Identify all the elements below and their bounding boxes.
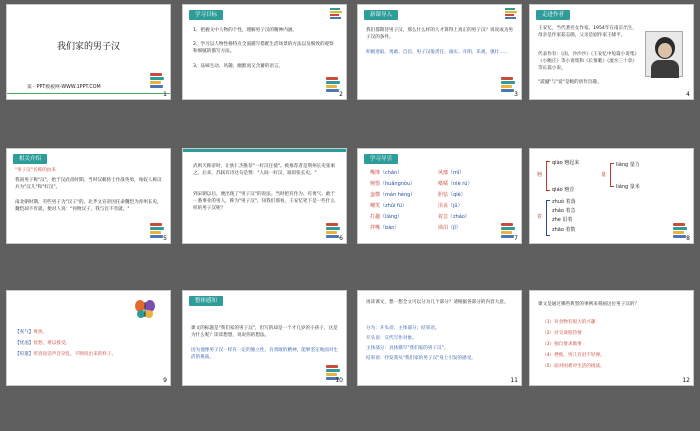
- part-3: 主体部分：具体描写"我们家的男子汉"。: [366, 346, 449, 351]
- slide-number: 7: [514, 235, 518, 242]
- vocab-pinyin: （liàng）: [380, 214, 403, 220]
- vocab-word: 惋惜: [370, 181, 381, 187]
- polyphone-reading: qiáo 翘首: [552, 187, 575, 193]
- slide-footer-text: 第一PPT模板网-WWW.1PPT.COM: [27, 85, 101, 90]
- slide-tag: 整体感知: [189, 296, 223, 306]
- vocab-pinyin: （huǎngnòu）: [380, 181, 416, 187]
- slide-thumbnail-5[interactable]: [6, 148, 171, 244]
- vocab-pair: [370, 180, 415, 187]
- part-2: 开头语：交代写作对象。: [366, 336, 417, 341]
- example-4: （4）挫败，男儿有泪不轻弹。: [542, 353, 605, 358]
- books-icon: [330, 8, 342, 22]
- vocab-pinyin: （jǔ）: [448, 203, 463, 209]
- vocab-word: 拌嘴: [370, 225, 381, 231]
- books-icon: [150, 73, 164, 91]
- slide-number: 2: [339, 91, 343, 98]
- vocab-word: 胆怯: [438, 192, 449, 198]
- slide-tag: 新课导入: [364, 10, 398, 20]
- slide-number: 4: [686, 91, 690, 98]
- books-icon: [150, 223, 164, 241]
- slide-number: 8: [686, 235, 690, 242]
- vocab-pinyin: （mǐ）: [448, 170, 465, 176]
- polyphone-reading: liàng 量力: [616, 162, 640, 168]
- vocab-word: 沮丧: [438, 203, 449, 209]
- vocab-pinyin: （jǐ）: [448, 225, 461, 231]
- definition-1: 【爽气】爽快。: [15, 330, 48, 335]
- polyphone-char: 着: [537, 214, 543, 220]
- polyphone-reading: zhe 沿着: [552, 217, 573, 223]
- vocab-pinyin: （mán hèng）: [380, 192, 416, 198]
- slide-number: 1: [163, 91, 167, 98]
- example-2: （2）对交谈很热情: [542, 331, 582, 336]
- intro-answer: 积极进取、勇敢、自信、男子汉般责任、诚实、开朗、乐观、强壮……: [366, 50, 509, 55]
- slide-title: 我们家的男子汉: [56, 42, 120, 52]
- slide-number: 3: [514, 91, 518, 98]
- question: 课文是通过哪些典型的事例来刻画这位男子汉的？: [538, 302, 640, 307]
- slide-footer-line: [7, 93, 170, 99]
- polyphone-reading: qiào 翘起来: [552, 160, 580, 166]
- vocab-pair: [370, 202, 407, 209]
- definition-3: 【喧嚣】形容说话声音杂乱，不断说出来的样子。: [15, 352, 117, 357]
- vocab-pinyin: （zhǔi fù）: [380, 203, 407, 209]
- slide-thumbnail-3[interactable]: [357, 4, 522, 100]
- vocab-pair: [438, 224, 461, 231]
- example-1: （1）对食物有很大的兴趣: [542, 320, 596, 325]
- vocab-pair: [438, 180, 472, 187]
- polyphone-reading: liáng 量米: [616, 184, 640, 190]
- example-5: （5）面对困难对生活的挑战。: [542, 364, 605, 369]
- vocab-pinyin: （qiè）: [448, 192, 466, 198]
- slide-thumbnail-6[interactable]: [182, 148, 347, 244]
- slide-number: 9: [163, 377, 167, 384]
- vocab-pinyin: （bàn）: [380, 225, 400, 231]
- vocab-pair: [370, 169, 402, 176]
- vocab-word: 打趣: [370, 214, 381, 220]
- books-icon: [505, 8, 517, 22]
- vocab-word: 嘴馋: [370, 170, 381, 176]
- vocab-word: 涕泪: [438, 225, 449, 231]
- part-1: 分为：开头语；主体部分；结束语。: [366, 326, 440, 331]
- vocab-pair: [370, 213, 402, 220]
- slide-thumbnail-7[interactable]: [357, 148, 522, 244]
- slide-number: 10: [335, 377, 343, 384]
- slide-tag: 相关介绍: [13, 154, 47, 164]
- slide-thumbnail-8[interactable]: [529, 148, 694, 244]
- vocab-word: 嗫嚅: [438, 181, 449, 187]
- slide-thumbnail-9[interactable]: [6, 290, 171, 386]
- polyphone-reading: zháo 着急: [552, 208, 576, 214]
- books-icon: [501, 77, 515, 95]
- vocab-pair: [370, 191, 415, 198]
- slide-tag: 学习目标: [189, 10, 223, 20]
- slide-tag: 学习导引: [364, 154, 398, 164]
- paragraph-1: 课文的标题是"我们家的男子汉"，但写的却是一个才几岁的小孩子，这是为什么呢？读读想想，说说你的想法。: [191, 326, 338, 338]
- books-icon: [326, 223, 340, 241]
- slide-thumbnail-12[interactable]: [529, 290, 694, 386]
- bracket: [546, 161, 550, 191]
- books-icon: [673, 223, 687, 241]
- slide-number: 5: [163, 235, 167, 242]
- slide-thumbnail-4[interactable]: [529, 4, 694, 100]
- vocab-pinyin: （niè rú）: [448, 181, 473, 187]
- vocab-pair: [438, 191, 466, 198]
- author-theme: "震撼"与"爱"是她的创作旨趣。: [538, 80, 602, 85]
- author-photo: [645, 31, 683, 77]
- bracket: [546, 200, 550, 236]
- question: 再读课文，想一想全文可以分为几个部分？请根据各部分的内容大意。: [366, 300, 509, 305]
- slide-tag: 走进作者: [536, 10, 570, 20]
- slide-number: 12: [682, 377, 690, 384]
- butterfly-icon: [134, 299, 156, 319]
- example-3: （3）独自要求做事: [542, 342, 582, 347]
- slide-thumbnail-2[interactable]: [182, 4, 347, 100]
- vocab-pair: [438, 213, 470, 220]
- polyphone-char: 量: [601, 172, 607, 178]
- section-heading: "男子汉"名称的由来: [15, 168, 56, 173]
- slide-thumbnail-10[interactable]: [182, 290, 347, 386]
- part-4: 结束语：抒发我从"我们家的男子汉"身上引发的感受。: [366, 356, 476, 361]
- author-works: 代表作有：《雨，沙沙沙》《王安忆中短篇小说集》《小鲍庄》等小说集和《长恨歌》《流水三十章》等长篇小说。: [538, 52, 640, 71]
- vocab-pair: [438, 202, 463, 209]
- definition-2: 【忧虑】忧愁，难以接受。: [15, 341, 71, 346]
- polyphone-reading: zhuó 着落: [552, 199, 576, 205]
- vocab-word: 蛮横: [370, 192, 381, 198]
- books-icon: [326, 77, 340, 95]
- intro-question: 我们都期待男子汉，那么什么样的人才算得上真正的男子汉？说说成为男子汉的条件。: [366, 28, 514, 40]
- author-bio: 王安忆，当代著名女作家。1954年在南京出生，母亲是作家茹志鹃，父亲是剧作家王啸平。: [538, 26, 637, 38]
- vocab-word: 嘲笑: [370, 203, 381, 209]
- polyphone-reading: zhāo 着数: [552, 227, 576, 233]
- vocab-pair: [370, 224, 399, 231]
- paragraph-2: 南北朝时期，有些男子为"汉子"的。北齐文宣帝因任命魏恺为青州长史，魏恺却不肯就，便对人说："何物汉子，我与官不肯就。": [15, 200, 162, 212]
- slide-number: 6: [339, 235, 343, 242]
- slide-number: 11: [510, 377, 518, 384]
- vocab-pair: [438, 169, 464, 176]
- books-icon: [501, 223, 515, 241]
- slide-thumbnail-11[interactable]: [357, 290, 522, 386]
- vocab-pinyin: （chán）: [380, 170, 403, 176]
- objective-2: 2、学习以人物性格特点全面描写搭配生活场景的方法以及细致的观察和细腻的描写方法。: [193, 42, 334, 54]
- vocab-word: 着急: [438, 214, 449, 220]
- paragraph-1: 武则天称帝时，让狄仁杰推荐"一好汉任使"。被推荐者是荆州长史张柬之。后来，苏轼有诗这句是赞："人间一好汉，谁似张长史。": [193, 164, 336, 176]
- paragraph-1: 我国男子称"汉"，始于汉武帝时期。当时汉朝将士作战英勇，匈奴人称汉兵为"汉儿"和"好汉"。: [15, 178, 162, 190]
- objective-3: 3、品味生动、风趣、幽默而又含蓄的语言。: [193, 64, 284, 69]
- vocab-word: 风靡: [438, 170, 449, 176]
- paragraph-2: 因为他像男子汉一样有一定的独立性、有勇敢的精神，能够坚定地面对生活的挑战。: [191, 348, 339, 360]
- slide-thumbnail-1[interactable]: [6, 4, 171, 100]
- objective-1: 1、把握文中人物的个性，理解男子汉的精神内涵。: [193, 28, 297, 33]
- paragraph-2: 到宋朝以后，便出现了"男子汉"的说法。当时把有作为、有勇气、敢于一番事业的男人，称为"男子汉"。知我们那看，王安忆笔下是一些什么样的男子汉呢？: [193, 192, 336, 211]
- polyphone-char: 翘: [537, 172, 543, 178]
- vocab-pinyin: （zháo）: [448, 214, 470, 220]
- top-band: [183, 149, 346, 152]
- bracket: [610, 163, 614, 187]
